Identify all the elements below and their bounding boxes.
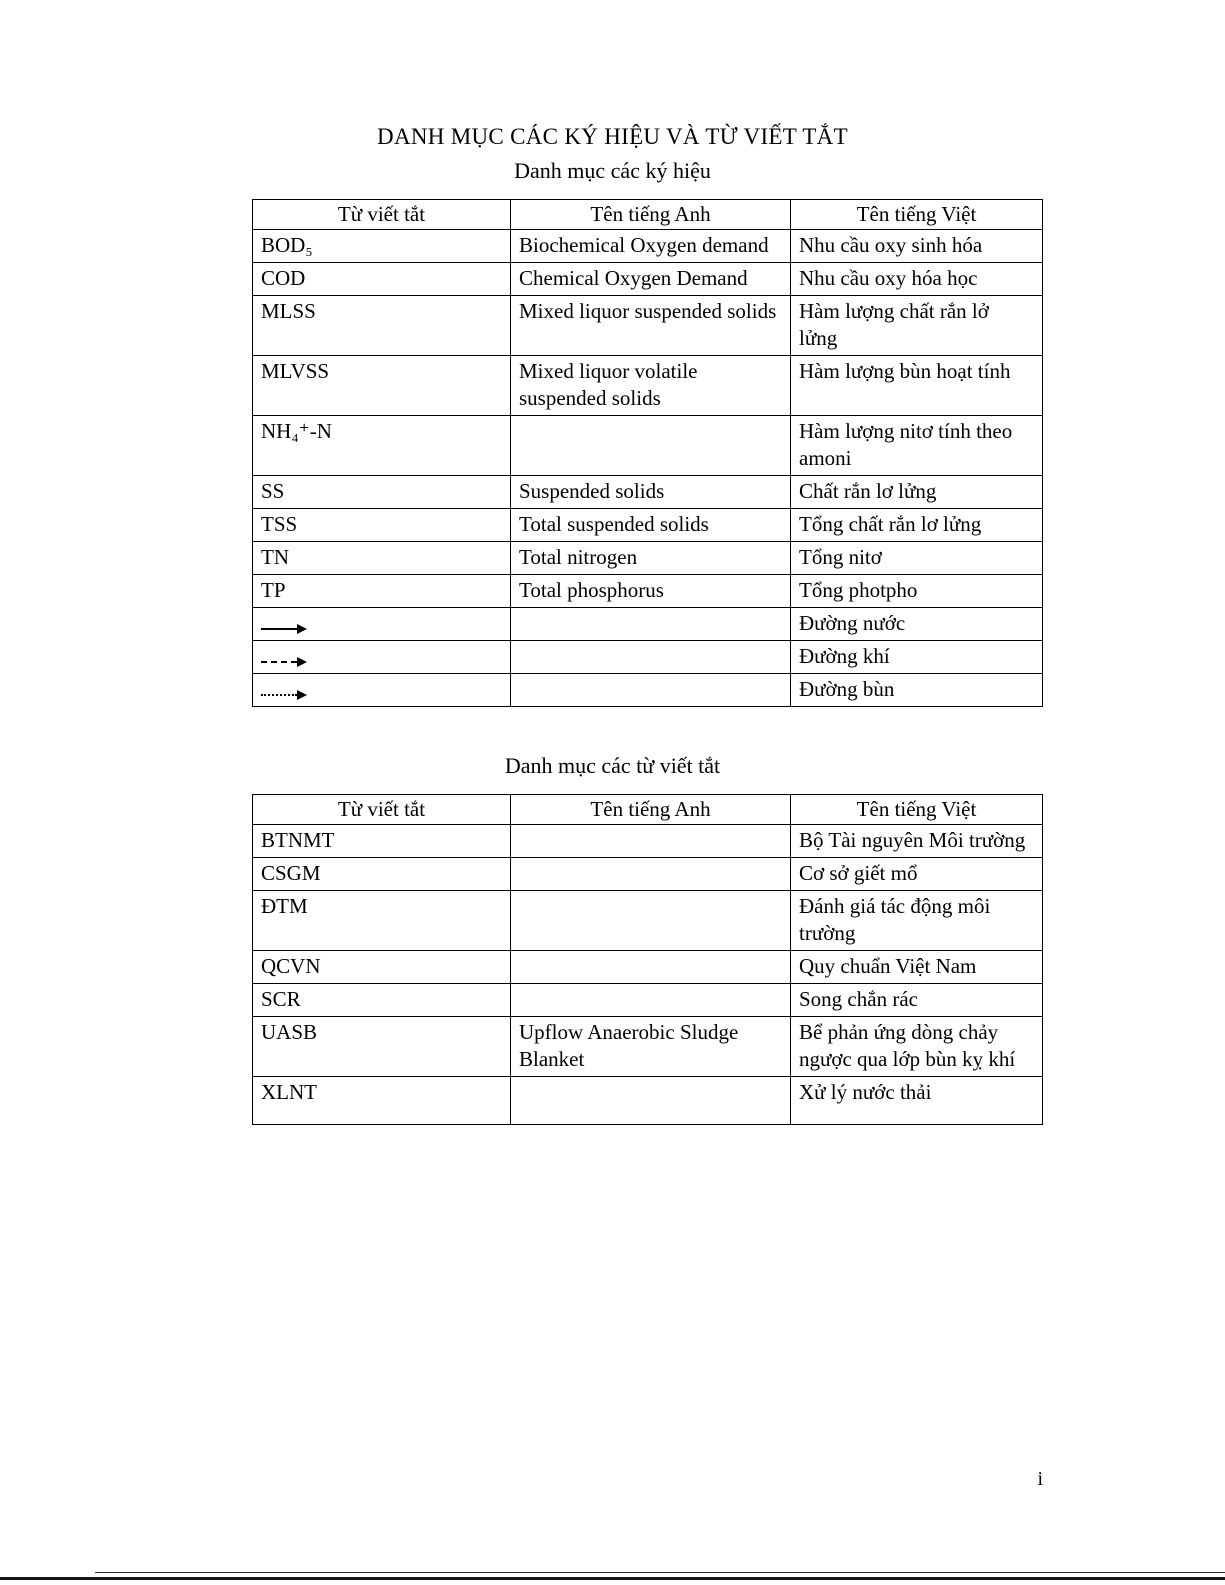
vietnamese-cell: Đường bùn xyxy=(791,674,1043,707)
header-abbreviation: Từ viết tắt xyxy=(253,200,511,230)
vietnamese-cell: Xử lý nước thải xyxy=(791,1077,1043,1125)
abbr-cell: CSGM xyxy=(253,858,511,891)
table-row xyxy=(253,641,1043,674)
header-vietnamese: Tên tiếng Việt xyxy=(791,200,1043,230)
english-cell xyxy=(511,951,791,984)
english-cell xyxy=(511,416,791,476)
english-cell: Total suspended solids xyxy=(511,509,791,542)
abbr-cell: TP xyxy=(253,575,511,608)
table-row xyxy=(253,416,1043,476)
page-title: DANH MỤC CÁC KÝ HIỆU VÀ TỪ VIẾT TẮT xyxy=(377,124,848,149)
abbr-cell: NH₄⁺-N xyxy=(253,416,511,476)
table-row xyxy=(253,542,1043,575)
vietnamese-cell: Bể phản ứng dòng chảy ngược qua lớp bùn kỵ khí xyxy=(791,1017,1043,1077)
table-row xyxy=(253,984,1043,1017)
abbr-cell: QCVN xyxy=(253,951,511,984)
arrow-head xyxy=(297,657,307,667)
arrow-shaft xyxy=(261,661,297,663)
vietnamese-cell: Đường nước xyxy=(791,608,1043,641)
english-cell xyxy=(511,858,791,891)
abbr-cell xyxy=(253,674,511,707)
table-row xyxy=(253,476,1043,509)
english-cell xyxy=(511,825,791,858)
dashed-arrow-icon xyxy=(261,657,307,667)
header-vietnamese: Tên tiếng Việt xyxy=(791,795,1043,825)
arrow-shaft xyxy=(261,628,297,630)
table-header-row xyxy=(253,795,1043,825)
table-row xyxy=(253,891,1043,951)
english-cell xyxy=(511,891,791,951)
abbr-cell xyxy=(253,608,511,641)
footer-divider-thick xyxy=(0,1577,1225,1580)
header-english: Tên tiếng Anh xyxy=(511,200,791,230)
abbr-cell: XLNT xyxy=(253,1077,511,1125)
vietnamese-cell: Cơ sở giết mổ xyxy=(791,858,1043,891)
english-cell: Total phosphorus xyxy=(511,575,791,608)
abbr-cell: MLVSS xyxy=(253,356,511,416)
vietnamese-cell: Nhu cầu oxy sinh hóa xyxy=(791,230,1043,263)
table-header-row xyxy=(253,200,1043,230)
abbr-cell: BTNMT xyxy=(253,825,511,858)
table-row xyxy=(253,951,1043,984)
table-row xyxy=(253,296,1043,356)
solid-arrow-icon xyxy=(261,624,307,634)
table-row xyxy=(253,608,1043,641)
vietnamese-cell: Hàm lượng bùn hoạt tính xyxy=(791,356,1043,416)
english-cell xyxy=(511,1077,791,1125)
header-abbreviation: Từ viết tắt xyxy=(253,795,511,825)
symbols-section-title: Danh mục các ký hiệu xyxy=(514,158,711,183)
english-cell: Biochemical Oxygen demand xyxy=(511,230,791,263)
dotted-arrow-icon xyxy=(261,690,307,700)
abbr-cell: TN xyxy=(253,542,511,575)
footer-divider-thin xyxy=(95,1572,1225,1573)
abbr-cell: SCR xyxy=(253,984,511,1017)
english-cell: Chemical Oxygen Demand xyxy=(511,263,791,296)
vietnamese-cell: Tổng chất rắn lơ lửng xyxy=(791,509,1043,542)
english-cell xyxy=(511,608,791,641)
vietnamese-cell: Bộ Tài nguyên Môi trường xyxy=(791,825,1043,858)
vietnamese-cell: Đường khí xyxy=(791,641,1043,674)
page-number: i xyxy=(1037,1468,1043,1490)
abbr-cell xyxy=(253,641,511,674)
english-cell xyxy=(511,674,791,707)
table-row xyxy=(253,674,1043,707)
table-row xyxy=(253,825,1043,858)
table-row xyxy=(253,575,1043,608)
vietnamese-cell: Quy chuẩn Việt Nam xyxy=(791,951,1043,984)
abbr-cell: TSS xyxy=(253,509,511,542)
symbols-table xyxy=(252,199,1043,707)
abbr-cell: BOD₅ xyxy=(253,230,511,263)
vietnamese-cell: Tổng photpho xyxy=(791,575,1043,608)
vietnamese-cell: Nhu cầu oxy hóa học xyxy=(791,263,1043,296)
vietnamese-cell: Hàm lượng nitơ tính theo amoni xyxy=(791,416,1043,476)
english-cell: Mixed liquor suspended solids xyxy=(511,296,791,356)
arrow-head xyxy=(297,690,307,700)
table-row xyxy=(253,1077,1043,1125)
english-cell xyxy=(511,641,791,674)
abbreviations-table xyxy=(252,794,1043,1125)
abbr-cell: ĐTM xyxy=(253,891,511,951)
table-row xyxy=(253,230,1043,263)
table-row xyxy=(253,509,1043,542)
abbr-cell: UASB xyxy=(253,1017,511,1077)
arrow-shaft xyxy=(261,694,297,696)
abbr-cell: COD xyxy=(253,263,511,296)
arrow-head xyxy=(297,624,307,634)
abbr-cell: SS xyxy=(253,476,511,509)
english-cell: Mixed liquor volatile suspended solids xyxy=(511,356,791,416)
abbr-cell: MLSS xyxy=(253,296,511,356)
vietnamese-cell: Hàm lượng chất rắn lở lửng xyxy=(791,296,1043,356)
english-cell xyxy=(511,984,791,1017)
table-row xyxy=(253,356,1043,416)
vietnamese-cell: Chất rắn lơ lửng xyxy=(791,476,1043,509)
vietnamese-cell: Song chắn rác xyxy=(791,984,1043,1017)
vietnamese-cell: Đánh giá tác động môi trường xyxy=(791,891,1043,951)
abbreviations-section-title: Danh mục các từ viết tắt xyxy=(504,753,721,778)
header-english: Tên tiếng Anh xyxy=(511,795,791,825)
table-row xyxy=(253,263,1043,296)
english-cell: Total nitrogen xyxy=(511,542,791,575)
vietnamese-cell: Tổng nitơ xyxy=(791,542,1043,575)
table-row xyxy=(253,1017,1043,1077)
english-cell: Upflow Anaerobic Sludge Blanket xyxy=(511,1017,791,1077)
english-cell: Suspended solids xyxy=(511,476,791,509)
table-row xyxy=(253,858,1043,891)
